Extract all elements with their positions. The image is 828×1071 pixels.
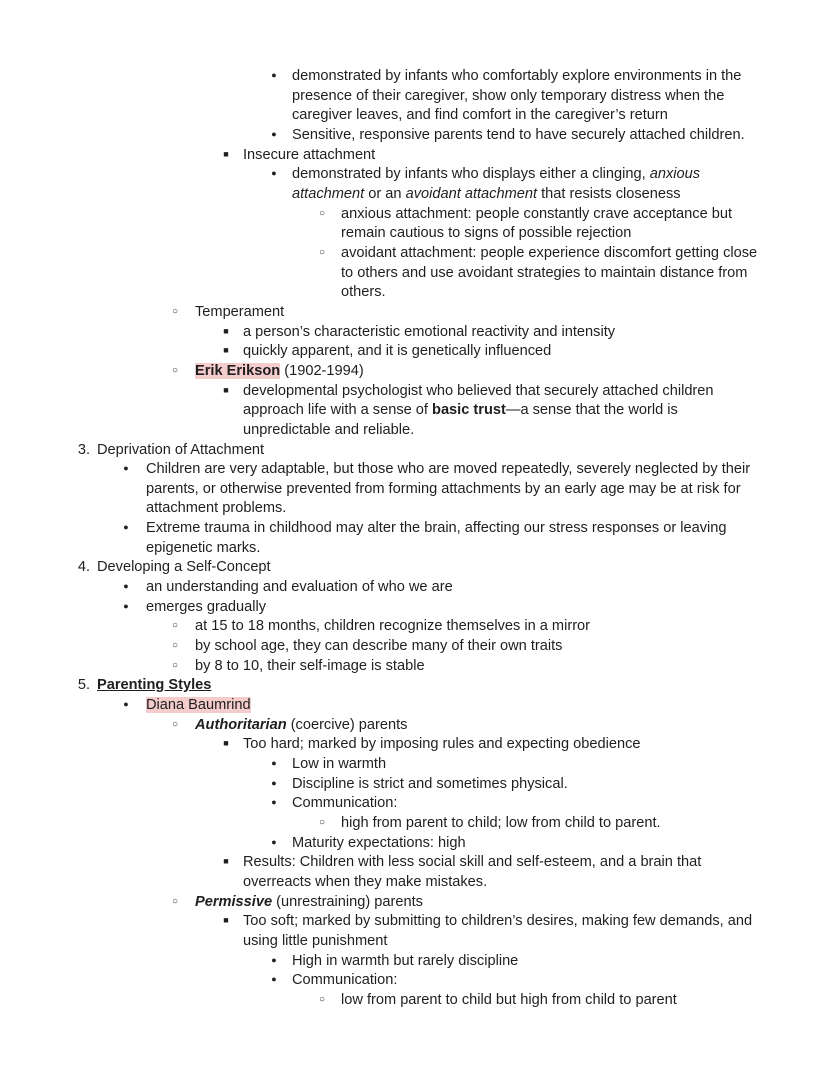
list-item: Temperament (195, 304, 285, 320)
bullet-dot-icon (119, 598, 133, 619)
bullet-square-icon (219, 382, 233, 403)
section-title: Deprivation of Attachment (97, 442, 265, 458)
list-item: developmental psychologist who believed that securely attached children (243, 383, 714, 399)
list-item: Children are very adaptable, but those who are moved repeatedly, severely neglected by their (146, 461, 751, 477)
text-run: that resists closeness (541, 186, 681, 202)
bullet-circle-icon (168, 303, 182, 324)
bullet-square-icon (219, 735, 233, 756)
text-run: demonstrated by infants who displays either a clinging, (292, 166, 646, 182)
list-item: quickly apparent, and it is genetically influenced (243, 343, 552, 359)
list-item-cont: unpredictable and reliable. (243, 422, 415, 438)
list-item-cont (292, 185, 681, 205)
highlighted-name: Erik Erikson (195, 363, 281, 379)
term-anxious-cont: attachment (292, 186, 365, 202)
list-item-cont: remain cautious to signs of possible rejection (341, 225, 632, 241)
bullet-dot-icon (267, 755, 281, 776)
text-run: (coercive) parents (290, 717, 408, 733)
list-item-cont: epigenetic marks. (146, 540, 261, 556)
bullet-circle-icon (168, 893, 182, 914)
list-item-cont: to others and use avoidant strategies to maintain distance from (341, 265, 748, 281)
bullet-dot-icon (119, 460, 133, 481)
list-item: Sensitive, responsive parents tend to have securely attached children. (292, 127, 745, 143)
bullet-dot-icon (267, 834, 281, 855)
section-title-text: Parenting Styles (97, 677, 212, 693)
list-item: an understanding and evaluation of who we are (146, 579, 453, 595)
bullet-circle-icon (168, 637, 182, 658)
list-item: high from parent to child; low from child to parent. (341, 815, 661, 831)
list-item (195, 893, 423, 913)
text-run: (1902-1994) (284, 363, 364, 379)
bullet-dot-icon (119, 696, 133, 717)
list-item: Communication: (292, 795, 398, 811)
bullet-dot-icon (119, 578, 133, 599)
bullet-dot-icon (267, 126, 281, 147)
bullet-circle-icon (168, 362, 182, 383)
bullet-circle-icon (168, 716, 182, 737)
list-item: Communication: (292, 972, 398, 988)
bullet-dot-icon (267, 971, 281, 992)
list-item-cont: caregiver leaves, and find comfort in the caregiver’s return (292, 107, 668, 123)
bullet-square-icon (219, 146, 233, 167)
list-item: Results: Children with less social skill and self-esteem, and a brain that (243, 854, 702, 870)
section-number: 4. (77, 559, 90, 575)
list-item-cont: others. (341, 284, 386, 300)
bullet-circle-icon (315, 205, 329, 226)
text-run: (unrestraining) parents (276, 894, 423, 910)
bullet-dot-icon (267, 67, 281, 88)
term-authoritarian: Authoritarian (195, 717, 287, 733)
term-avoidant: avoidant attachment (405, 186, 538, 202)
list-item-cont: parents, or otherwise prevented from forming attachments by an early age may be at risk for (146, 481, 741, 497)
list-item: anxious attachment: people constantly crave acceptance but (341, 206, 733, 222)
bullet-dot-icon (267, 952, 281, 973)
list-item-cont: attachment problems. (146, 500, 287, 516)
list-item: emerges gradually (146, 599, 267, 615)
list-item: Too soft; marked by submitting to children’s desires, making few demands, and (243, 913, 753, 929)
list-item-cont: overreacts when they make mistakes. (243, 874, 488, 890)
bullet-circle-icon (168, 617, 182, 638)
term-anxious: anxious (649, 166, 701, 182)
list-item-cont: using little punishment (243, 933, 388, 949)
section-title: Developing a Self-Concept (97, 559, 271, 575)
list-item: Discipline is strict and sometimes physical. (292, 776, 568, 792)
bullet-square-icon (219, 912, 233, 933)
section-number: 3. (77, 442, 90, 458)
section-title (97, 676, 211, 696)
bullet-circle-icon (315, 991, 329, 1012)
bullet-square-icon (219, 323, 233, 344)
list-item: demonstrated by infants who comfortably explore environments in the (292, 68, 742, 84)
list-item: avoidant attachment: people experience discomfort getting close (341, 245, 758, 261)
list-item: low from parent to child but high from child to parent (341, 992, 677, 1008)
list-item: Too hard; marked by imposing rules and expecting obedience (243, 736, 641, 752)
bullet-dot-icon (119, 519, 133, 540)
list-item: Insecure attachment (243, 147, 376, 163)
list-item (195, 716, 407, 736)
bullet-circle-icon (168, 657, 182, 678)
bullet-circle-icon (315, 814, 329, 835)
list-item: by school age, they can describe many of their own traits (195, 638, 563, 654)
list-item (195, 362, 364, 382)
list-item: Extreme trauma in childhood may alter the brain, affecting our stress responses or leaving (146, 520, 727, 536)
list-item: at 15 to 18 months, children recognize themselves in a mirror (195, 618, 591, 634)
section-number: 5. (77, 677, 90, 693)
list-item (292, 165, 700, 185)
term-basic-trust: basic trust (432, 402, 506, 418)
bullet-square-icon (219, 342, 233, 363)
list-item: Low in warmth (292, 756, 387, 772)
list-item: High in warmth but rarely discipline (292, 953, 519, 969)
list-item: Maturity expectations: high (292, 835, 466, 851)
term-permissive: Permissive (195, 894, 273, 910)
bullet-dot-icon (267, 794, 281, 815)
bullet-dot-icon (267, 775, 281, 796)
list-item: by 8 to 10, their self-image is stable (195, 658, 425, 674)
list-item-cont (243, 401, 678, 421)
list-item: a person’s characteristic emotional reactivity and intensity (243, 324, 616, 340)
bullet-dot-icon (267, 165, 281, 186)
bullet-circle-icon (315, 244, 329, 265)
list-item-cont: presence of their caregiver, show only temporary distress when the (292, 88, 725, 104)
text-run: approach life with a sense of (243, 402, 428, 418)
text-run: —a sense that the world is (505, 402, 678, 418)
list-item (146, 696, 251, 716)
text-run: or an (368, 186, 402, 202)
highlighted-name: Diana Baumrind (146, 697, 251, 713)
bullet-square-icon (219, 853, 233, 874)
